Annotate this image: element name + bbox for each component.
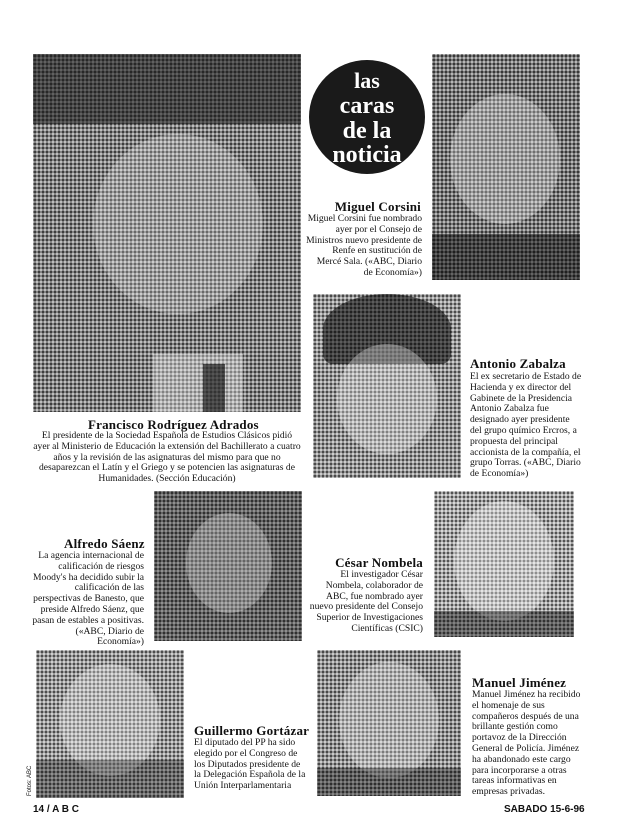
photo-manuel-jimenez bbox=[317, 650, 461, 796]
logo-line-1: las bbox=[354, 68, 380, 93]
logo-line-4: noticia bbox=[332, 142, 402, 168]
caption-cesar-nombela: El investigador César Nombela, colaborador de ABC, fue nombrado ayer nuevo presidente del Consejo Superior de Investigaciones Científicas (CSIC) bbox=[309, 569, 423, 634]
photo-credit: Fotos: ABC bbox=[27, 765, 33, 796]
section-logo bbox=[307, 58, 427, 176]
photo-guillermo-gortazar bbox=[36, 650, 184, 798]
name-manuel-jimenez: Manuel Jiménez bbox=[472, 675, 567, 690]
page-number: 14 / A B C bbox=[33, 804, 79, 815]
photo-antonio-zabalza bbox=[313, 294, 461, 478]
caption-alfredo-saenz: La agencia internacional de calificación de riesgos Moody's ha decidido subir la calificación de las perspectivas de Banesto, que preside Alfredo Sáenz, que pasan de estables a positivas. («ABC, Diario de Economía») bbox=[32, 550, 144, 648]
photo-cesar-nombela bbox=[434, 491, 574, 637]
publication-date: SABADO 15-6-96 bbox=[504, 804, 585, 815]
logo-line-3: de la bbox=[342, 118, 392, 144]
name-miguel-corsini: Miguel Corsini bbox=[334, 199, 421, 214]
photo-miguel-corsini bbox=[432, 54, 580, 280]
caption-antonio-zabalza: El ex secretario de Estado de Hacienda y ex director del Gabinete de la Presidencia Antonio Zabalza fue designado ayer presidente del grupo químico Ercros, a propuesta del principal accionista de la compañía, el grupo Torras. («ABC, Diario de Economía») bbox=[470, 371, 582, 480]
name-alfredo-saenz: Alfredo Sáenz bbox=[64, 536, 145, 551]
name-antonio-zabalza: Antonio Zabalza bbox=[470, 356, 566, 371]
caption-manuel-jimenez: Manuel Jiménez ha recibido el homenaje de sus compañeros después de una brillante gestión como portavoz de la Dirección General de Policía. Jiménez ha abandonado este cargo para incorporarse a otras tareas informativas en empresas privadas. bbox=[472, 689, 581, 798]
name-guillermo-gortazar: Guillermo Gortázar bbox=[194, 723, 310, 738]
name-cesar-nombela: César Nombela bbox=[335, 555, 423, 570]
caption-miguel-corsini: Miguel Corsini fue nombrado ayer por el Consejo de Ministros nuevo presidente de Renfe en sustitución de Mercé Sala. («ABC, Diario de Economía») bbox=[306, 213, 422, 278]
caption-guillermo-gortazar: El diputado del PP ha sido elegido por el Congreso de los Diputados presidente de la Delegación Española de la Unión Interparlamentaria bbox=[194, 737, 306, 792]
photo-rodriguez-adrados bbox=[33, 54, 301, 412]
photo-alfredo-saenz bbox=[154, 491, 302, 641]
logo-line-2: caras bbox=[339, 93, 395, 119]
caption-rodriguez-adrados: El presidente de la Sociedad Española de Estudios Clásicos pidió ayer al Ministerio de Educación la extensión del Bachillerato a cuatro años y la revisión de las asignaturas del mismo para que no desaparezcan el Latín y el Griego y se potencien las asignaturas de Humanidades. (Sección Educación) bbox=[33, 430, 301, 485]
name-rodriguez-adrados: Francisco Rodríguez Adrados bbox=[88, 417, 259, 432]
